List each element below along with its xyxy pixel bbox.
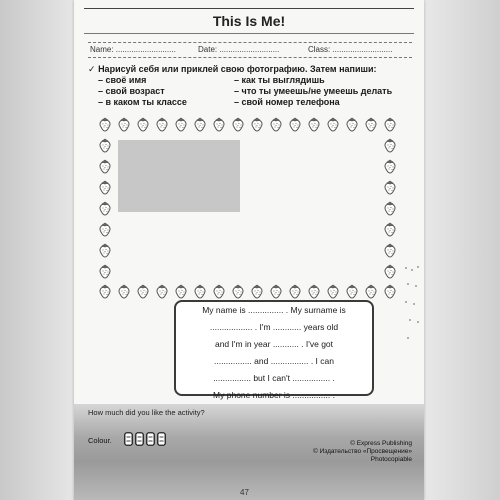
right-page-edge [424, 0, 500, 500]
title-bar [84, 8, 414, 34]
list-item: – как ты выглядишь [234, 75, 325, 85]
left-list [98, 75, 187, 108]
face-icon[interactable] [157, 432, 166, 451]
list-item: – что ты умеешь/не умеешь делать [234, 86, 393, 96]
bubble-line: My name is ............... . My surname is [202, 305, 346, 315]
left-page-edge [0, 0, 74, 500]
page-number: 47 [240, 488, 249, 497]
margin-decoration [402, 262, 422, 352]
list-item: – свой номер телефона [234, 97, 340, 107]
face-icon[interactable] [135, 432, 144, 451]
speech-bubble [174, 300, 374, 400]
credit-line: © Express Publishing [350, 440, 412, 447]
name-field[interactable]: Name: ........................... [90, 45, 176, 54]
credits [300, 440, 412, 464]
photo-placeholder [118, 140, 240, 212]
info-row [88, 42, 412, 58]
credit-line: © Издательство «Просвещение» [313, 448, 412, 455]
instruction-text: Нарисуй себя или приклей свою фотографию. Затем напиши: [98, 64, 377, 74]
right-list [234, 75, 392, 108]
face-icon[interactable] [124, 432, 133, 451]
instruction-heading [88, 64, 418, 75]
checkmark-icon: ✓ [88, 64, 96, 74]
credit-line: Photocopiable [370, 456, 412, 463]
bubble-line: My phone number is ................ . [213, 390, 335, 400]
page-title: This Is Me! [212, 13, 286, 29]
bubble-line: and I'm in year ........... . I've got [214, 339, 334, 349]
date-field[interactable]: Date: ........................... [198, 45, 280, 54]
colour-label: Colour. [88, 436, 112, 445]
list-item: – в каком ты классе [98, 97, 187, 107]
rating-icons [124, 432, 168, 451]
bubble-line: ................ and ................ . I can [214, 356, 334, 366]
activity-question: How much did you like the activity? [88, 408, 205, 417]
list-item: – свой возраст [98, 86, 165, 96]
bubble-line: ................ but I can't ................ . [213, 373, 335, 383]
bubble-line: .................. . I'm ............ years old [209, 322, 339, 332]
instructions [88, 64, 418, 107]
class-field[interactable]: Class: ........................... [308, 45, 393, 54]
list-item: – своё имя [98, 75, 147, 85]
faded-background-text [256, 140, 376, 212]
face-icon[interactable] [146, 432, 155, 451]
